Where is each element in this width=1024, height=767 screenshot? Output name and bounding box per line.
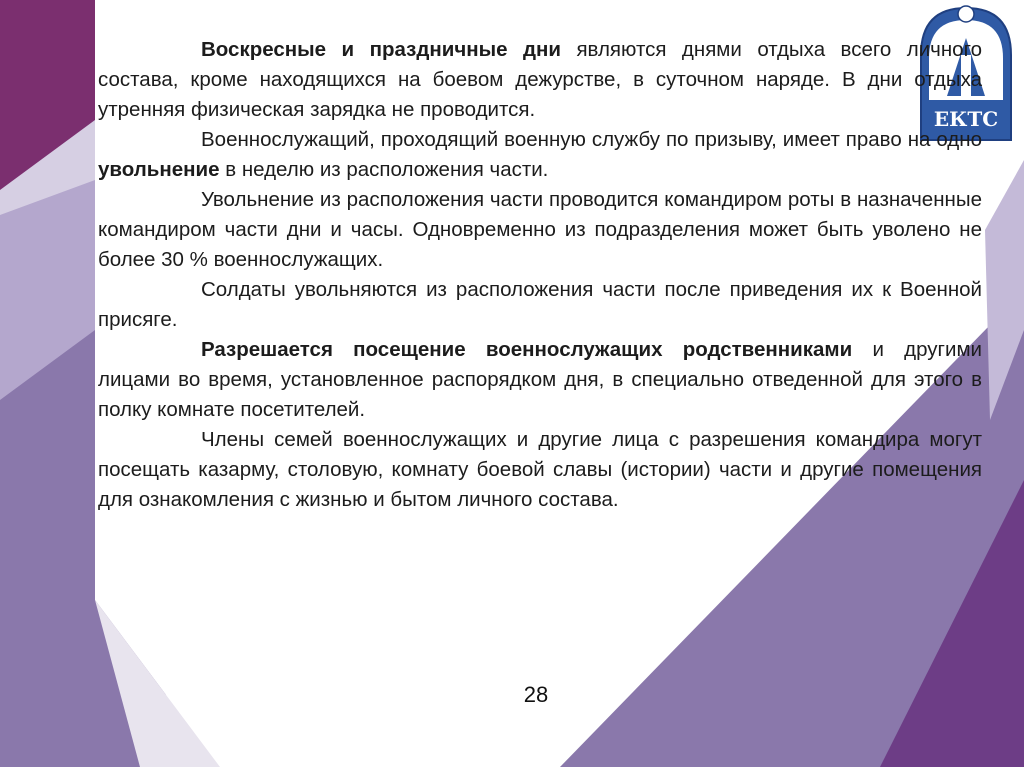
page-number: 28 [523, 682, 549, 707]
paragraph-2 [98, 125, 982, 185]
paragraph-5 [98, 335, 982, 425]
paragraph-4: Солдаты увольняются из расположения части после приведения их к Военной присяге. [98, 278, 982, 331]
paragraph-1-text: являются днями отдыха всего личного состава, кроме находящихся на боевом дежурстве, в суточном наряде. В дни отдыха утренняя физическая зарядка не проводится. [98, 38, 982, 121]
logo-text: ЕКТС [933, 107, 999, 131]
paragraph-1 [98, 35, 982, 125]
paragraph-6: Члены семей военнослужащих и другие лица с разрешения командира могут посещать казарму, столовую, комнату боевой славы (истории) части и другие помещения для ознакомления с жизнью и бытом личного состава. [98, 428, 982, 511]
paragraph-1-bold: Воскресные и праздничные дни [201, 38, 561, 61]
document-body [98, 35, 982, 515]
paragraph-5-text: и другими лицами во время, установленное распорядком дня, в специально отведенной для этого в полку комнате посетителей. [98, 338, 983, 421]
paragraph-5-bold: Разрешается посещение военнослужащих родственниками [201, 338, 853, 361]
paragraph-2-bold: увольнение [98, 158, 220, 181]
paragraph-3: Увольнение из расположения части проводится командиром роты в назначенные командиром части дни и часы. Одновременно из подразделения может быть уволено не более 30 % военнослужащих. [98, 188, 982, 271]
paragraph-2-text: в неделю из расположения части. [219, 158, 549, 181]
paragraph-2-pre: Военнослужащий, проходящий военную службу по призыву, имеет право на одно [201, 128, 982, 151]
